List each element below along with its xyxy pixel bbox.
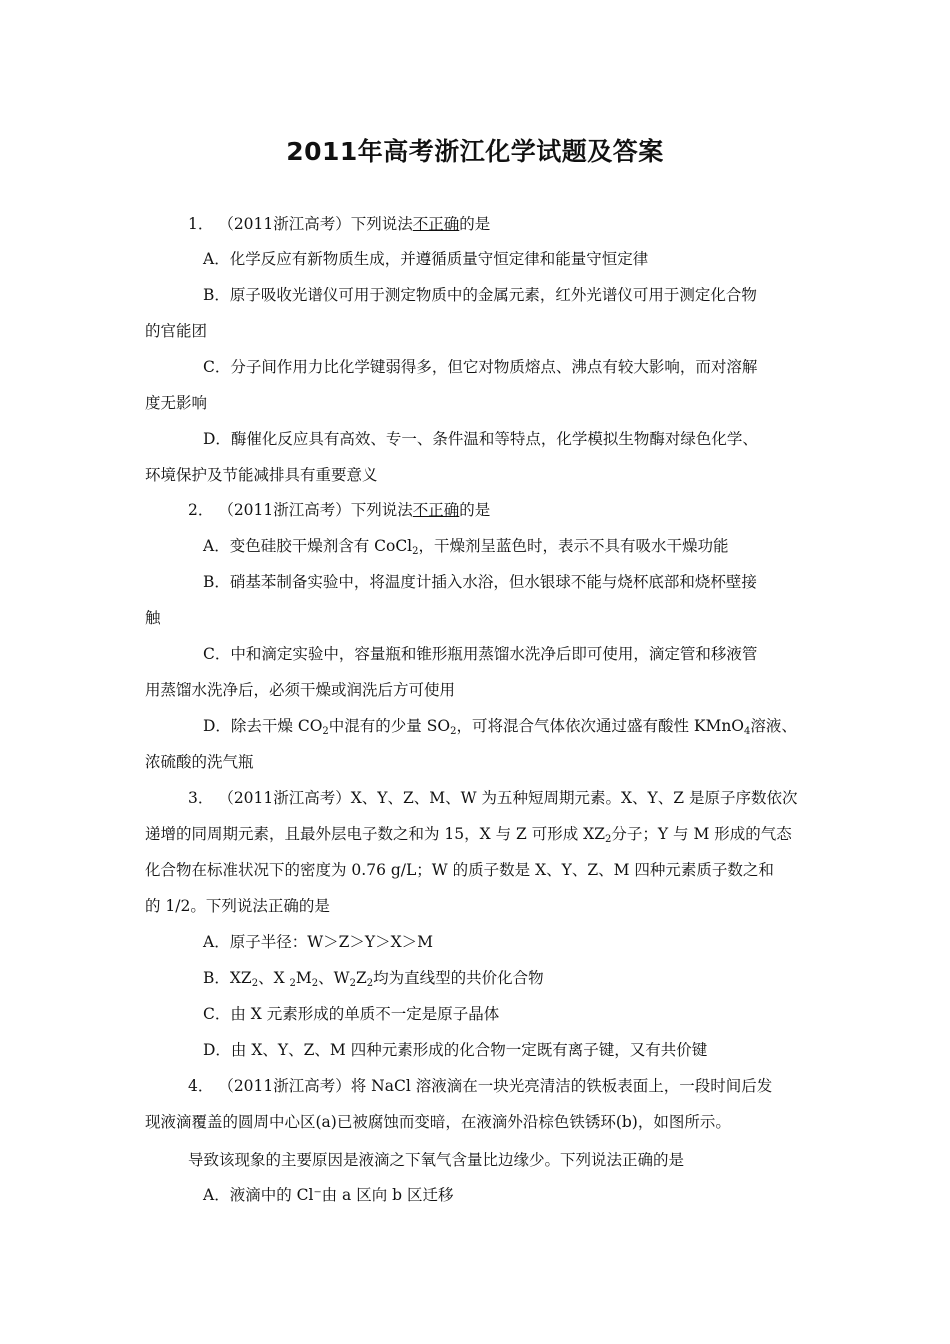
question-number: 4．	[188, 1077, 214, 1095]
option-d: D．酶催化反应具有高效、专一、条件温和等特点，化学模拟生物酶对绿色化学、	[203, 430, 758, 448]
option-b: B．硝基苯制备实验中，将温度计插入水浴，但水银球不能与烧杯底部和烧杯壁接	[203, 573, 757, 591]
question-number: 2．	[188, 501, 214, 519]
question-1-stem: 1． （2011浙江高考）下列说法不正确的是	[188, 215, 491, 233]
option-c-continued: 用蒸馏水洗净后，必须干燥或润洗后方可使用	[145, 681, 456, 699]
option-d-continued: 浓硫酸的洗气瓶	[145, 753, 254, 771]
option-c: C．由 X 元素形成的单质不一定是原子晶体	[203, 1005, 500, 1023]
question-3-line-3: 化合物在标准状况下的密度为 0.76 g/L；W 的质子数是 X、Y、Z、M 四种元素质子数之和	[145, 861, 774, 879]
underlined-text: 不正确	[412, 215, 460, 233]
option-a: A．化学反应有新物质生成，并遵循质量守恒定律和能量守恒定律	[203, 250, 649, 268]
option-b: B．$XZ_2$、X $_2M_2$、$W_2Z_2$均为直线型的共价化合物	[203, 969, 544, 989]
question-4-line-3: 导致该现象的主要原因是液滴之下氧气含量比边缘少。下列说法正确的是	[188, 1151, 685, 1169]
question-3-line-2: 递增的同周期元素，且最外层电子数之和为 15，X 与 Z 可形成 $XZ_2$分子；Y 与 M 形成的气态	[145, 825, 792, 845]
option-c: C．中和滴定实验中，容量瓶和锥形瓶用蒸馏水洗净后即可使用，滴定管和移液管	[203, 645, 758, 663]
question-4-line-2: 现液滴覆盖的圆周中心区(a)已被腐蚀而变暗，在液滴外沿棕色铁锈环(b)，如图所示。	[145, 1113, 731, 1131]
option-a: A．原子半径：W＞Z＞Y＞X＞M	[203, 933, 434, 951]
question-3-stem: 3． （2011浙江高考）X、Y、Z、M、W 为五种短周期元素。X、Y、Z 是原子序数依次	[188, 789, 798, 807]
option-d: D．由 X、Y、Z、M 四种元素形成的化合物一定既有离子键，又有共价键	[203, 1041, 708, 1059]
question-4-stem: 4． （2011浙江高考）将 NaCl 溶液滴在一块光亮清洁的铁板表面上，一段时间后发	[188, 1077, 773, 1095]
option-a: A．液滴中的 Cl⁻由 a 区向 b 区迁移	[203, 1186, 454, 1204]
option-c: C．分子间作用力比化学键弱得多，但它对物质熔点、沸点有较大影响，而对溶解	[203, 358, 758, 376]
option-d: D．除去干燥 $CO_2$中混有的少量 $SO_2$，可将混合气体依次通过盛有酸性 KMnO$_4$溶液、	[203, 717, 797, 737]
question-number: 3．	[188, 789, 214, 807]
page-title: 2011年高考浙江化学试题及答案	[286, 137, 664, 166]
option-c-continued: 度无影响	[145, 394, 208, 412]
option-b-continued: 触	[145, 609, 161, 627]
question-3-line-4: 的 1/2。下列说法正确的是	[145, 897, 330, 915]
option-b: B．原子吸收光谱仪可用于测定物质中的金属元素，红外光谱仪可用于测定化合物	[203, 286, 757, 304]
question-number: 1．	[188, 215, 214, 233]
option-d-continued: 环境保护及节能减排具有重要意义	[145, 466, 378, 484]
option-a: A．变色硅胶干燥剂含有 CoCl$_2$，干燥剂呈蓝色时，表示不具有吸水干燥功能	[203, 537, 729, 557]
option-b-continued: 的官能团	[145, 322, 208, 340]
question-2-stem: 2． （2011浙江高考）下列说法不正确的是	[188, 501, 491, 519]
underlined-text: 不正确	[412, 501, 460, 519]
